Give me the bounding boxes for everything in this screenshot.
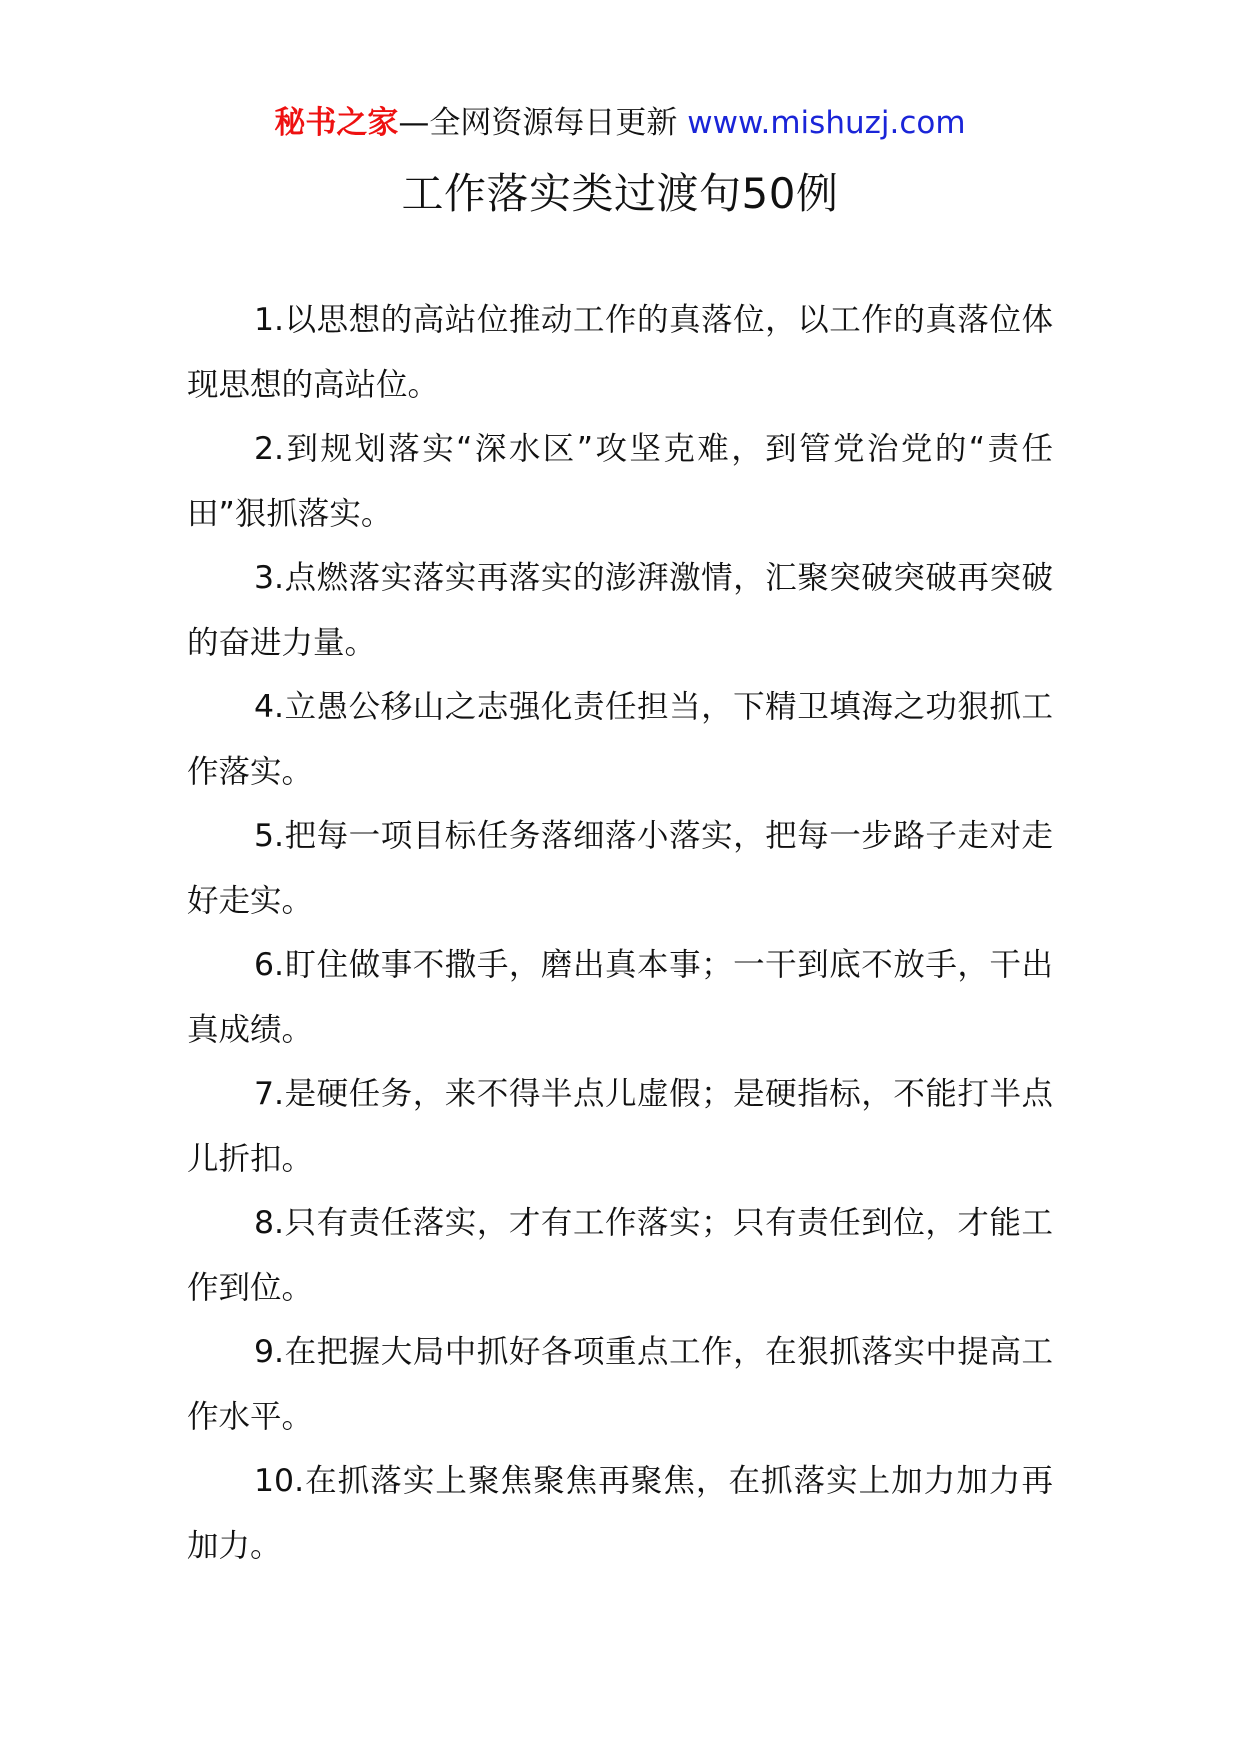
- site-url-link[interactable]: www.mishuzj.com: [687, 105, 966, 141]
- site-brand-name: 秘书之家: [274, 105, 399, 141]
- list-item: 5.把每一项目标任务落细落小落实，把每一步路子走对走好走实。: [187, 818, 1053, 919]
- list-item: 10.在抓落实上聚焦聚焦再聚焦，在抓落实上加力加力再加力。: [187, 1463, 1053, 1564]
- document-title: 工作落实类过渡句50例: [401, 169, 839, 218]
- list-item: 7.是硬任务，来不得半点儿虚假；是硬指标，不能打半点儿折扣。: [187, 1076, 1053, 1177]
- list-item: 1.以思想的高站位推动工作的真落位，以工作的真落位体现思想的高站位。: [187, 302, 1053, 403]
- list-item: 4.立愚公移山之志强化责任担当，下精卫填海之功狠抓工作落实。: [187, 689, 1053, 790]
- list-item: 9.在把握大局中抓好各项重点工作，在狠抓落实中提高工作水平。: [187, 1334, 1053, 1435]
- site-tagline: —全网资源每日更新: [398, 105, 678, 141]
- site-header: [0, 100, 1240, 146]
- list-item: 6.盯住做事不撒手，磨出真本事；一干到底不放手，干出真成绩。: [187, 947, 1053, 1048]
- list-item: 2.到规划落实“深水区”攻坚克难，到管党治党的“责任田”狠抓落实。: [187, 431, 1053, 532]
- list-item: 3.点燃落实落实再落实的澎湃激情，汇聚突破突破再突破的奋进力量。: [187, 560, 1053, 661]
- sentence-list: [187, 288, 1053, 1578]
- list-item: 8.只有责任落实，才有工作落实；只有责任到位，才能工作到位。: [187, 1205, 1053, 1306]
